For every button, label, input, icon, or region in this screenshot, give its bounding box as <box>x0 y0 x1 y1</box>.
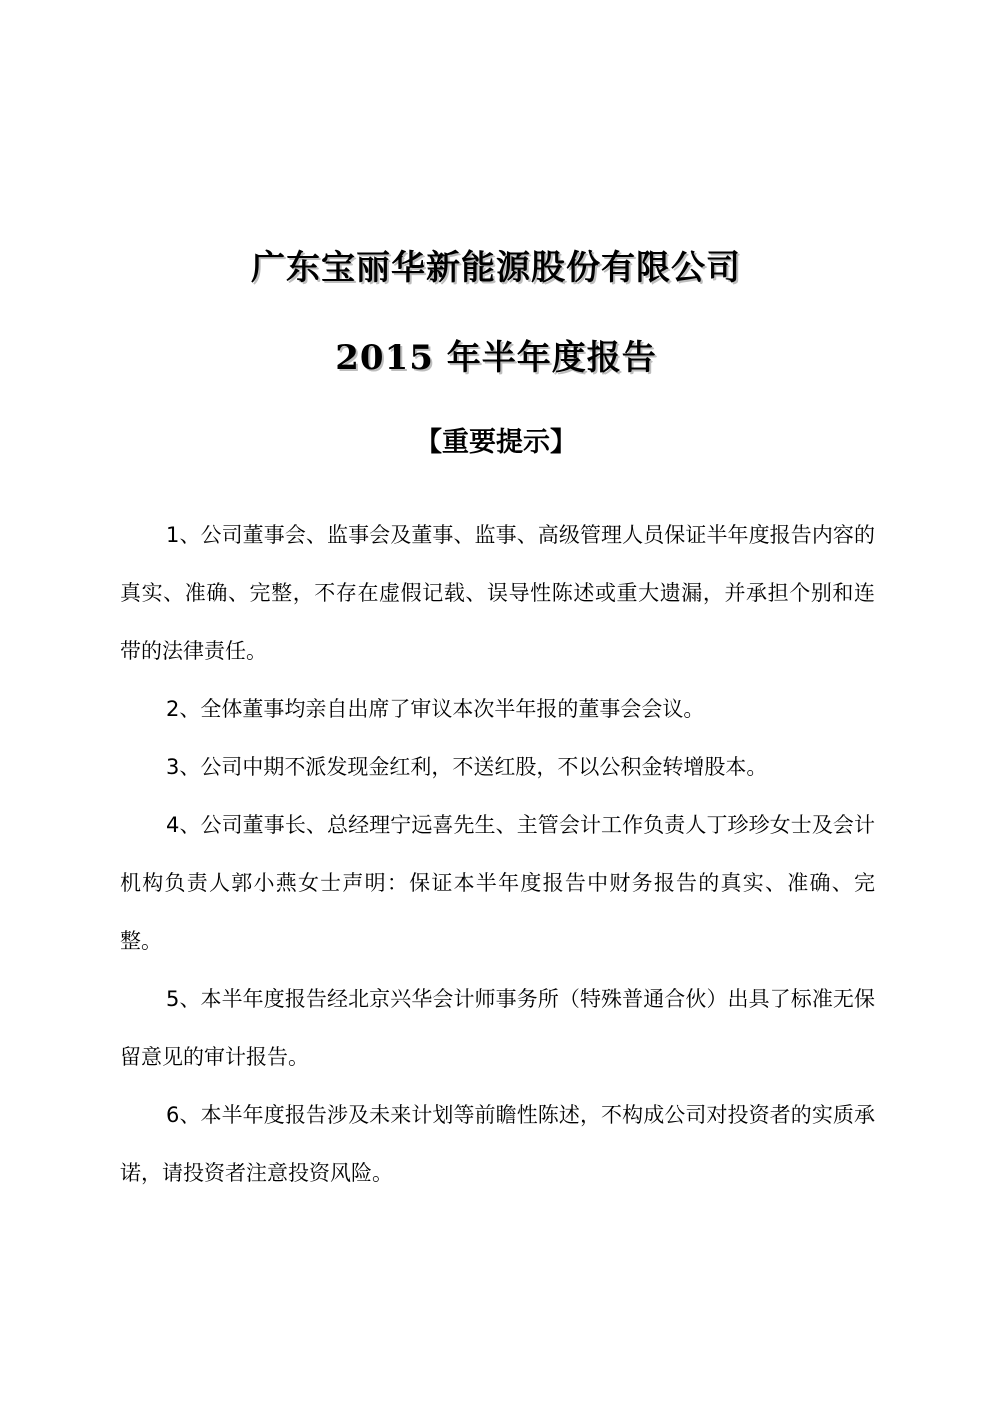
important-notice-heading: 【重要提示】 <box>415 427 577 458</box>
notice-item-3: 3、公司中期不派发现金红利，不送红股，不以公积金转增股本。 <box>166 755 768 779</box>
notice-item-1: 1、公司董事会、监事会及董事、监事、高级管理人员保证半年度报告内容的真实、准确、完整，不存在虚假记载、误导性陈述或重大遗漏，并承担个别和连带的法律责任。 <box>120 523 875 663</box>
company-name: 广东宝丽华新能源股份有限公司 <box>251 248 741 288</box>
notice-item-4: 4、公司董事长、总经理宁远喜先生、主管会计工作负责人丁珍珍女士及会计机构负责人郭小燕女士声明：保证本半年度报告中财务报告的真实、准确、完整。 <box>120 813 875 953</box>
notice-item-6: 6、本半年度报告涉及未来计划等前瞻性陈述，不构成公司对投资者的实质承诺，请投资者注意投资风险。 <box>120 1103 875 1185</box>
notice-item-5: 5、本半年度报告经北京兴华会计师事务所（特殊普通合伙）出具了标准无保留意见的审计报告。 <box>120 987 875 1069</box>
notice-item-2: 2、全体董事均亲自出席了审议本次半年报的董事会会议。 <box>166 697 705 721</box>
report-title: 2015 年半年度报告 <box>335 338 657 378</box>
important-notice-list <box>120 506 875 1202</box>
